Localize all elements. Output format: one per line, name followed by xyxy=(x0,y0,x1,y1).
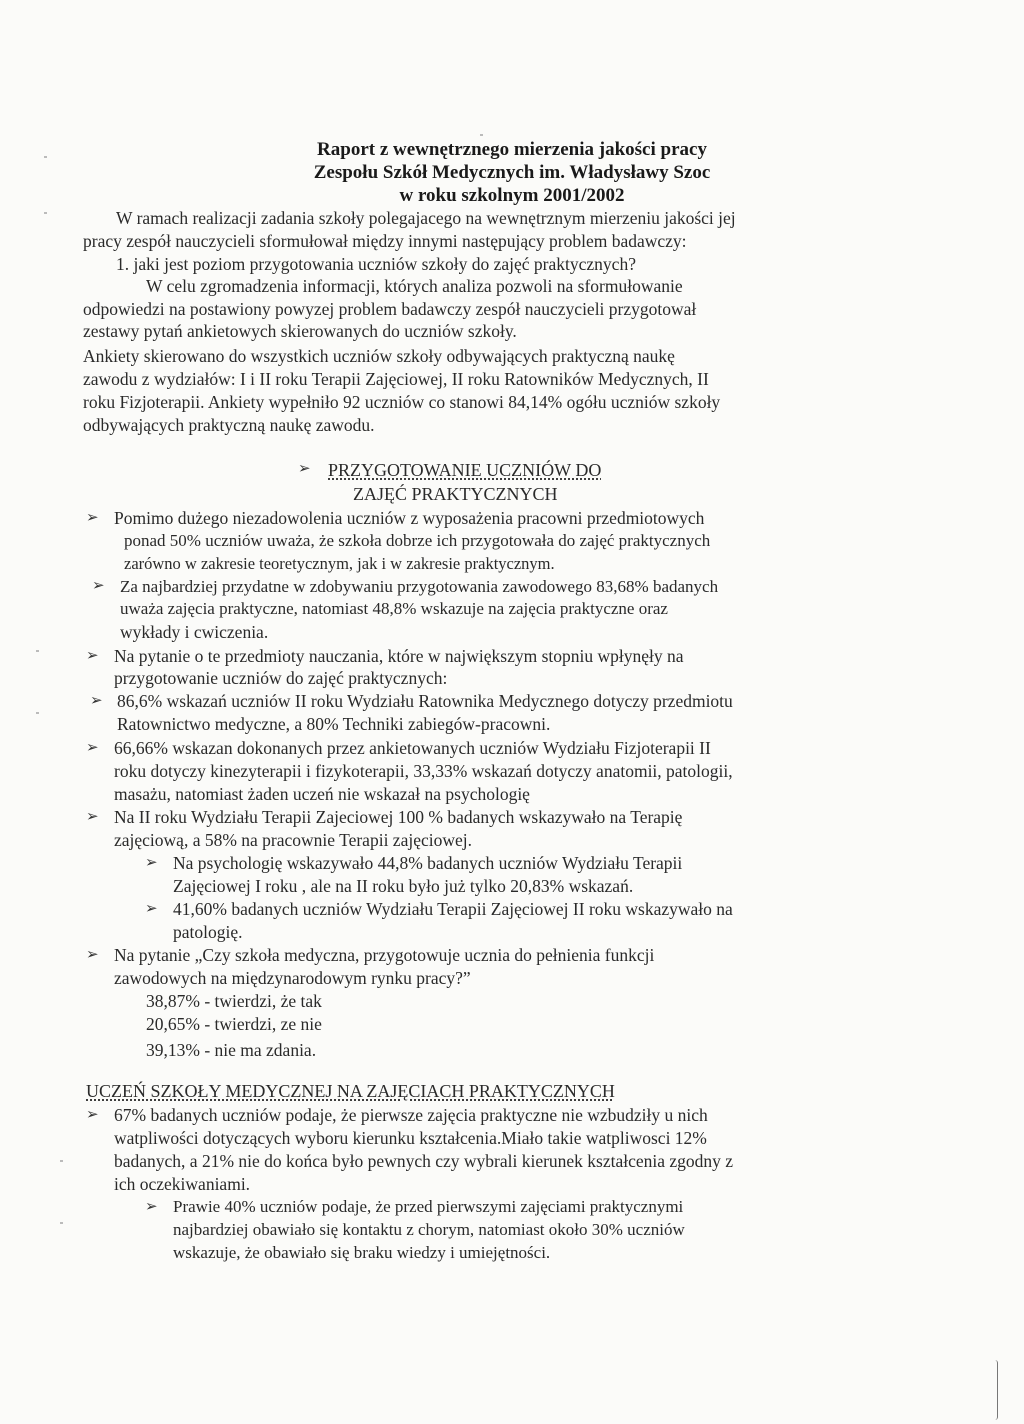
bullet-text: Za najbardziej przydatne w zdobywaniu przygotowania zawodowego 83,68% badanych xyxy=(120,577,719,596)
scan-speck xyxy=(60,1222,63,1224)
bullet-text: Na pytanie o te przedmioty nauczania, które w największym stopniu wpłynęły na xyxy=(114,646,684,666)
bullet-arrow-icon: ➢ xyxy=(145,855,158,871)
sub-bullet-text: 41,60% badanych uczniów Wydziału Terapii Zajęciowej II roku wskazywało na xyxy=(173,899,733,919)
section-heading-line-1: PRZYGOTOWANIE UCZNIÓW DO xyxy=(328,460,602,480)
survey-answer: 39,13% - nie ma zdania. xyxy=(146,1040,317,1060)
scan-speck xyxy=(44,212,47,214)
scan-speck xyxy=(44,156,47,158)
scan-speck xyxy=(60,1160,63,1162)
bullet-text: uważa zajęcia praktyczne, natomiast 48,8% wskazuje na zajęcia praktyczne oraz xyxy=(120,599,668,618)
intro-line: W celu zgromadzenia informacji, których analiza pozwoli na sformułowanie xyxy=(146,276,683,296)
section-heading-line-2: ZAJĘĆ PRAKTYCZNYCH xyxy=(353,484,558,504)
scan-speck xyxy=(36,712,39,714)
document-title-line-3: w roku szkolnym 2001/2002 xyxy=(399,185,625,206)
bullet-text: watpliwości dotyczących wyboru kierunku kształcenia.Miało takie watpliwosci 12% xyxy=(114,1128,707,1148)
intro-line: zawodu z wydziałów: I i II roku Terapii Zajęciowej, II roku Ratowników Medycznych, II xyxy=(83,369,709,389)
intro-line: roku Fizjoterapii. Ankiety wypełniło 92 uczniów co stanowi 84,14% ogółu uczniów szkoły xyxy=(83,392,721,412)
bullet-text: 67% badanych uczniów podaje, że pierwsze zajęcia praktyczne nie wzbudziły u nich xyxy=(114,1105,708,1125)
intro-line: W ramach realizacji zadania szkoły polegajacego na wewnętrznym mierzeniu jakości jej xyxy=(116,208,736,228)
intro-line: odbywających praktyczną naukę zawodu. xyxy=(83,415,375,435)
bullet-text: roku dotyczy kinezyterapii i fizykoterapii, 33,33% wskazań dotyczy anatomii, patologii, xyxy=(114,761,733,781)
bullet-text: Ratownictwo medyczne, a 80% Techniki zabiegów-pracowni. xyxy=(117,714,551,734)
page-edge-mark xyxy=(995,1360,998,1420)
bullet-text: zawodowych na międzynarodowym rynku pracy?” xyxy=(114,968,471,988)
intro-question: 1. jaki jest poziom przygotowania uczniów szkoły do zajęć praktycznych? xyxy=(116,254,636,274)
bullet-text: przygotowanie uczniów do zajęć praktycznych: xyxy=(114,668,448,688)
bullet-text: zajęciową, a 58% na pracownie Terapii zajęciowej. xyxy=(114,830,472,850)
bullet-arrow-icon: ➢ xyxy=(86,740,99,756)
bullet-arrow-icon: ➢ xyxy=(145,901,158,917)
sub-bullet-text: patologię. xyxy=(173,922,243,942)
scan-speck xyxy=(480,134,483,136)
bullet-text: zarówno w zakresie teoretycznym, jak i w zakresie praktycznym. xyxy=(124,554,555,573)
bullet-text: Na pytanie „Czy szkoła medyczna, przygotowuje ucznia do pełnienia funkcji xyxy=(114,945,655,965)
bullet-arrow-icon: ➢ xyxy=(92,578,105,594)
bullet-text: masażu, natomiast żaden uczeń nie wskazał na psychologię xyxy=(114,784,530,804)
document-title-line-2: Zespołu Szkół Medycznych im. Władysławy Szoc xyxy=(313,162,711,183)
sub-bullet-text: Zajęciowej I roku , ale na II roku było już tylko 20,83% wskazań. xyxy=(173,876,634,896)
intro-line: Ankiety skierowano do wszystkich uczniów szkoły odbywających praktyczną naukę xyxy=(83,346,675,366)
bullet-text: wykłady i cwiczenia. xyxy=(120,622,269,642)
bullet-arrow-icon: ➢ xyxy=(86,1107,99,1123)
sub-bullet-text: Prawie 40% uczniów podaje, że przed pierwszymi zajęciami praktycznymi xyxy=(173,1197,684,1216)
bullet-text: Pomimo dużego niezadowolenia uczniów z wyposażenia pracowni przedmiotowych xyxy=(114,508,705,528)
intro-line: zestawy pytań ankietowych skierowanych do uczniów szkoły. xyxy=(83,321,517,341)
bullet-arrow-icon: ➢ xyxy=(145,1199,158,1215)
bullet-text: Na II roku Wydziału Terapii Zajeciowej 100 % badanych wskazywało na Terapię xyxy=(114,807,683,827)
intro-line: pracy zespół nauczycieli sformułował między innymi następujący problem badawczy: xyxy=(83,231,687,251)
bullet-arrow-icon: ➢ xyxy=(298,461,311,477)
bullet-text: ich oczekiwaniami. xyxy=(114,1174,251,1194)
bullet-arrow-icon: ➢ xyxy=(90,693,103,709)
bullet-arrow-icon: ➢ xyxy=(86,510,99,526)
sub-bullet-text: wskazuje, że obawiało się braku wiedzy i umiejętności. xyxy=(173,1243,551,1262)
bullet-text: badanych, a 21% nie do końca było pewnych czy wybrali kierunek kształcenia zgodny z xyxy=(114,1151,734,1171)
intro-line: odpowiedzi na postawiony powyzej problem badawczy zespół nauczycieli przygotował xyxy=(83,299,697,319)
sub-bullet-text: Na psychologię wskazywało 44,8% badanych uczniów Wydziału Terapii xyxy=(173,853,683,873)
survey-answer: 38,87% - twierdzi, że tak xyxy=(146,991,322,1011)
sub-bullet-text: najbardziej obawiało się kontaktu z chorym, natomiast około 30% uczniów xyxy=(173,1220,685,1239)
section-heading: UCZEŃ SZKOŁY MEDYCZNEJ NA ZAJĘCIACH PRAKTYCZNYCH xyxy=(86,1081,615,1101)
survey-answer: 20,65% - twierdzi, ze nie xyxy=(146,1014,322,1034)
bullet-text: ponad 50% uczniów uważa, że szkoła dobrze ich przygotowała do zajęć praktycznych xyxy=(124,531,711,550)
document-title-line-1: Raport z wewnętrznego mierzenia jakości pracy xyxy=(317,139,707,160)
bullet-arrow-icon: ➢ xyxy=(86,648,99,664)
bullet-arrow-icon: ➢ xyxy=(86,809,99,825)
scan-speck xyxy=(36,650,39,652)
bullet-text: 66,66% wskazan dokonanych przez ankietowanych uczniów Wydziału Fizjoterapii II xyxy=(114,738,711,758)
bullet-arrow-icon: ➢ xyxy=(86,947,99,963)
bullet-text: 86,6% wskazań uczniów II roku Wydziału Ratownika Medycznego dotyczy przedmiotu xyxy=(117,691,733,711)
